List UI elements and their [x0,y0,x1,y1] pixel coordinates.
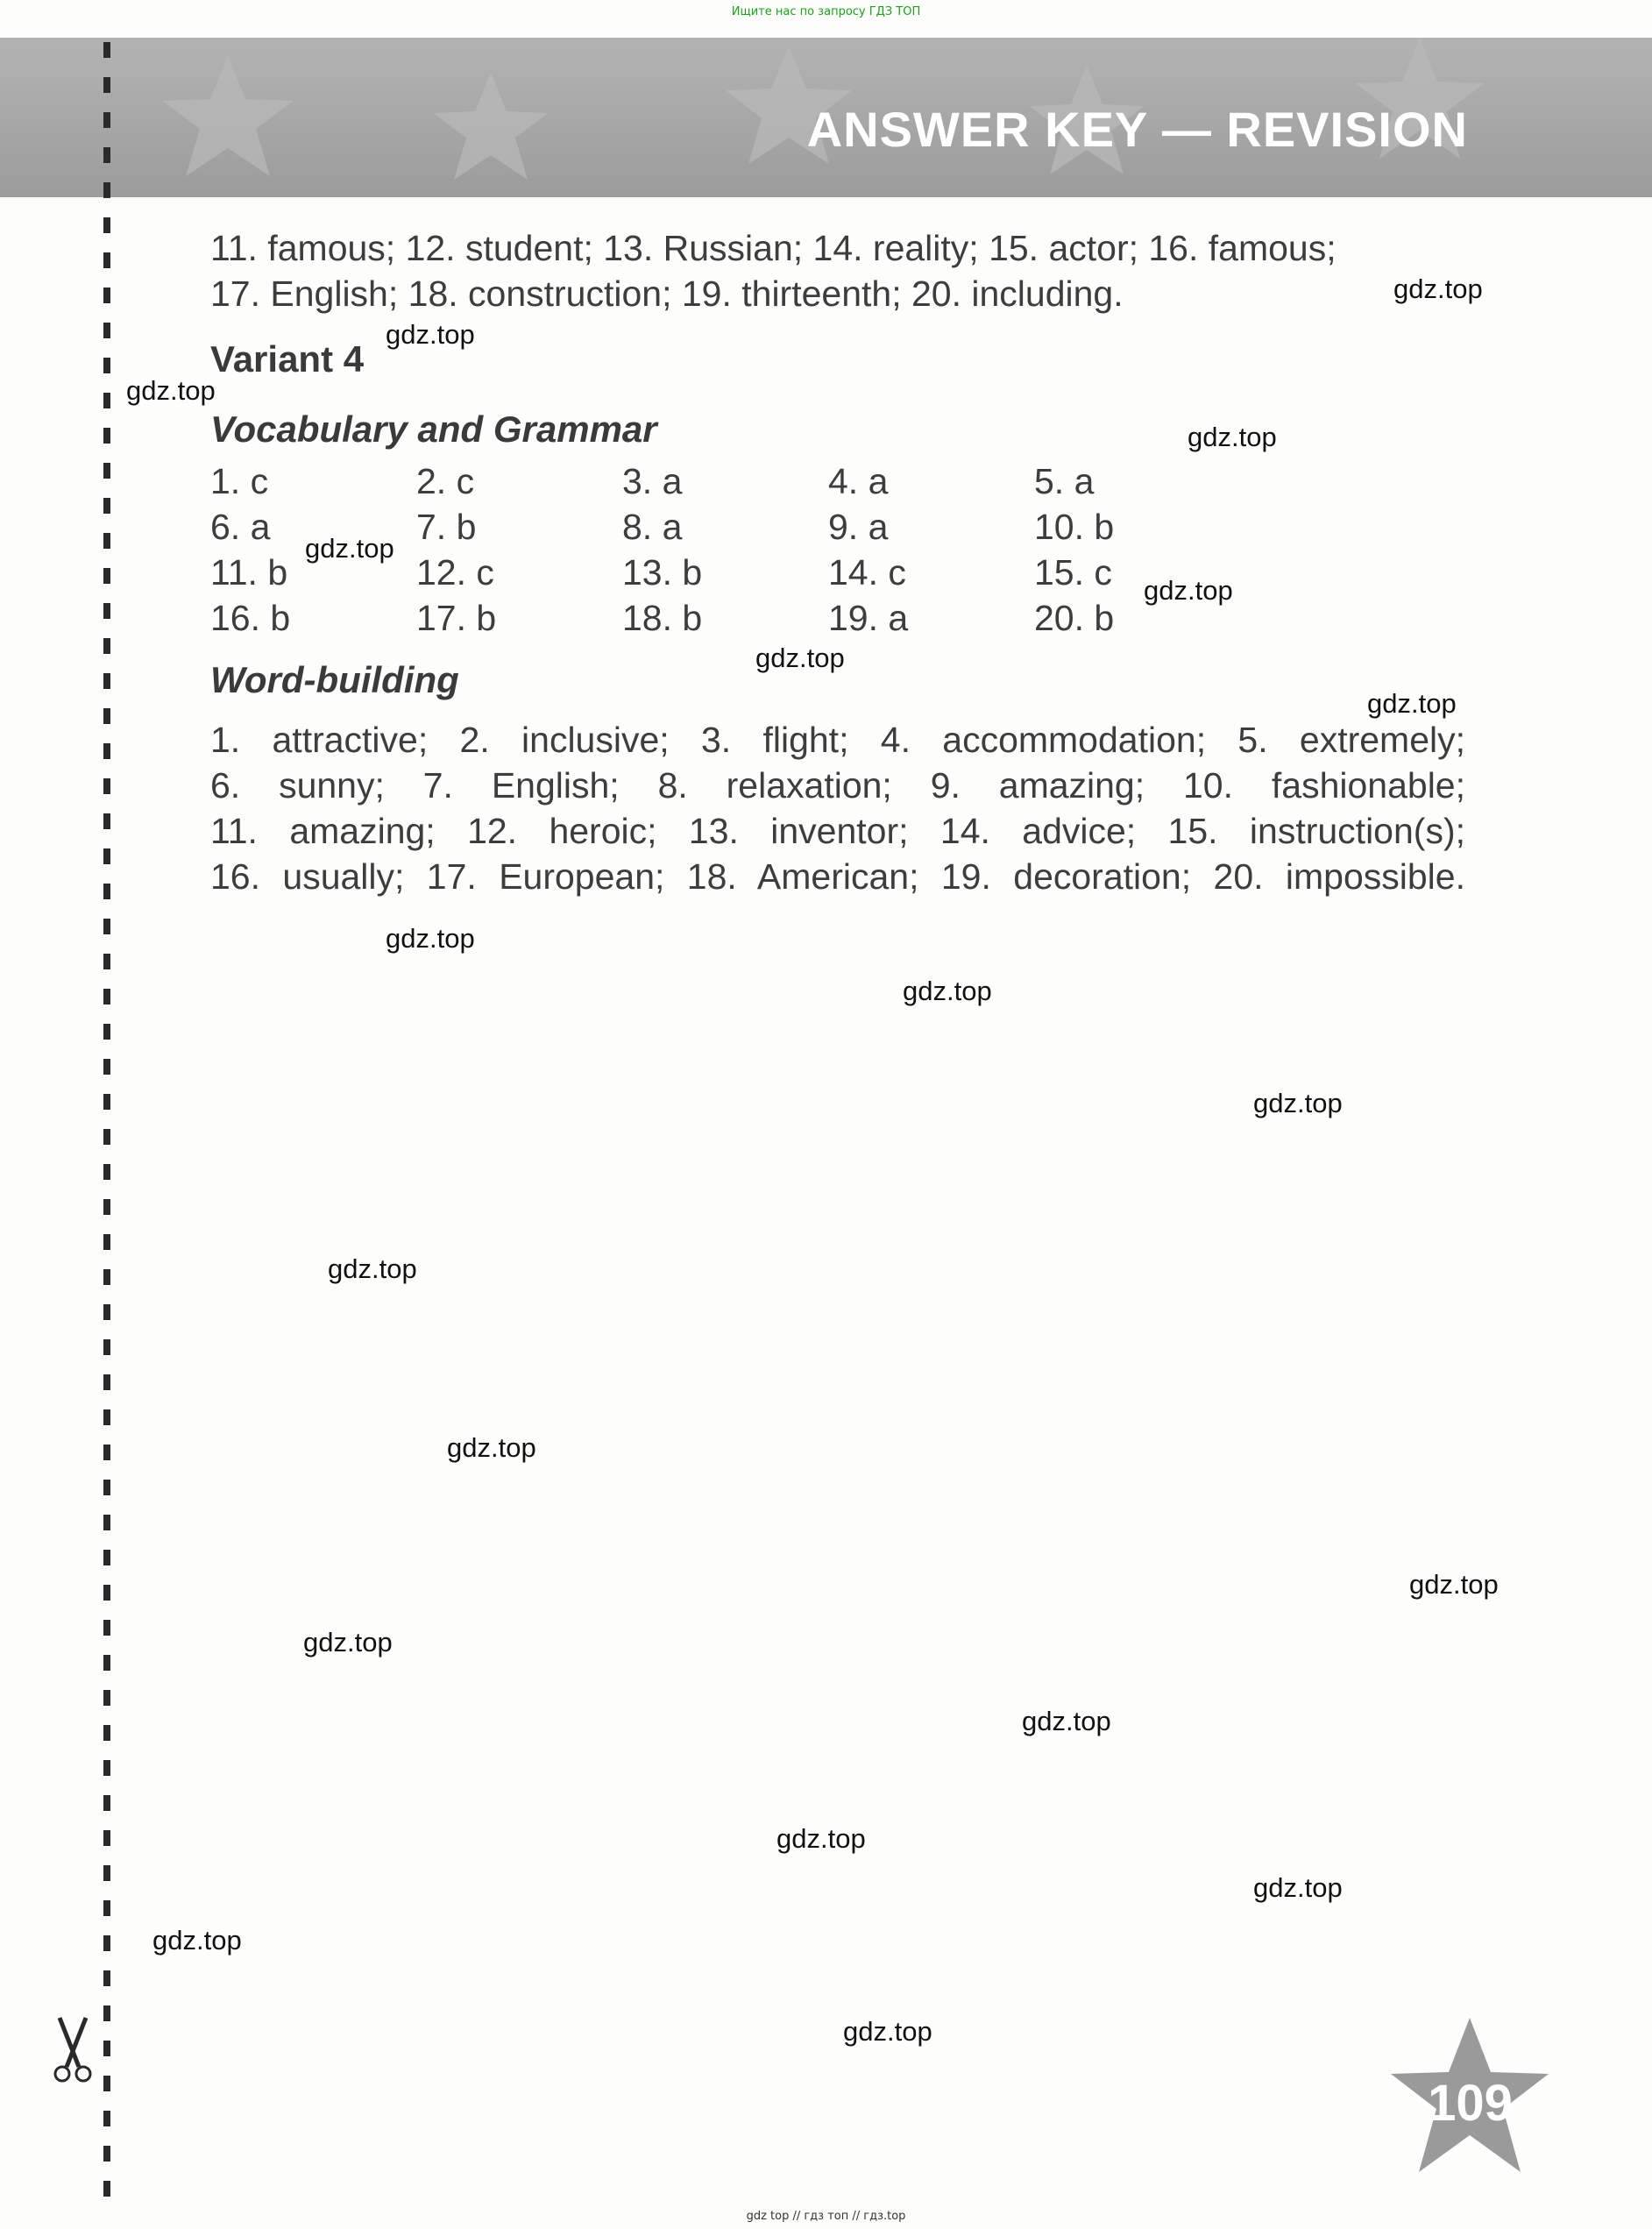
header-banner [0,38,1652,197]
continued-answers-line-1: 11. famous; 12. student; 13. Russian; 14. reality; 15. actor; 16. famous; [210,228,1336,268]
answer-cell: 19. a [828,598,909,638]
watermark: gdz.top [903,976,992,1006]
word-building-line-3: 11. amazing; 12. heroic; 13. inventor; 14. advice; 15. instruction(s); [210,811,1465,851]
page-title: ANSWER KEY — REVISION [806,102,1468,157]
answer-cell: 4. a [828,461,889,501]
grid-row [210,461,1240,507]
watermark: gdz.top [1188,422,1277,452]
scissors-icon [53,2016,93,2086]
answer-cell: 10. b [1034,507,1115,547]
watermark: gdz.top [1022,1706,1111,1736]
continued-answers-line-2: 17. English; 18. construction; 19. thirteenth; 20. including. [210,273,1124,314]
watermark: gdz.top [843,2016,932,2047]
answer-cell: 3. a [622,461,683,501]
answer-cell: 8. a [622,507,683,547]
answer-cell: 13. b [622,552,703,593]
watermark: gdz.top [1409,1569,1499,1600]
word-building-line-4: 16. usually; 17. European; 18. American; 19. decoration; 20. impossible. [210,856,1465,897]
answer-cell: 12. c [416,552,494,593]
watermark: gdz.top [1253,1872,1343,1903]
answer-cell: 11. b [210,552,288,593]
word-building-heading: Word-building [210,659,459,700]
answer-cell: 6. a [210,507,271,547]
watermark: gdz.top [447,1432,536,1463]
answer-cell: 14. c [828,552,906,593]
watermark: gdz.top [152,1925,242,1956]
cut-line [103,42,110,2207]
answer-cell: 20. b [1034,598,1115,638]
top-promo-link[interactable]: Ищите нас по запросу ГДЗ ТОП [731,5,921,18]
watermark: gdz.top [1393,273,1483,304]
watermark: gdz.top [386,923,475,954]
variant-title: Variant 4 [210,338,365,380]
watermark: gdz.top [305,533,394,564]
answer-cell: 18. b [622,598,703,638]
answer-cell: 16. b [210,598,291,638]
answer-cell: 15. c [1034,552,1112,593]
answer-cell: 2. c [416,461,475,501]
watermark: gdz.top [1144,575,1233,606]
vocab-heading: Vocabulary and Grammar [210,408,657,450]
watermark: gdz.top [755,642,845,673]
watermark: gdz.top [1367,688,1457,719]
watermark: gdz.top [303,1627,393,1658]
grid-row [210,598,1240,643]
watermark: gdz.top [1253,1088,1343,1118]
watermark: gdz.top [328,1253,417,1284]
watermark: gdz.top [776,1823,866,1854]
answer-cell: 5. a [1034,461,1095,501]
bottom-link[interactable]: gdz top // гдз топ // гдз.top [746,2210,906,2223]
watermark: gdz.top [126,375,216,406]
word-building-line-1: 1. attractive; 2. inclusive; 3. flight; 4. accommodation; 5. extremely; [210,720,1465,760]
page-number-badge [1389,2016,1551,2178]
page-number: 109 [1428,2075,1513,2132]
word-building-line-2: 6. sunny; 7. English; 8. relaxation; 9. amazing; 10. fashionable; [210,765,1465,806]
answer-cell: 1. c [210,461,269,501]
answer-cell: 7. b [416,507,477,547]
watermark: gdz.top [386,319,475,350]
answer-cell: 17. b [416,598,497,638]
answer-cell: 9. a [828,507,889,547]
